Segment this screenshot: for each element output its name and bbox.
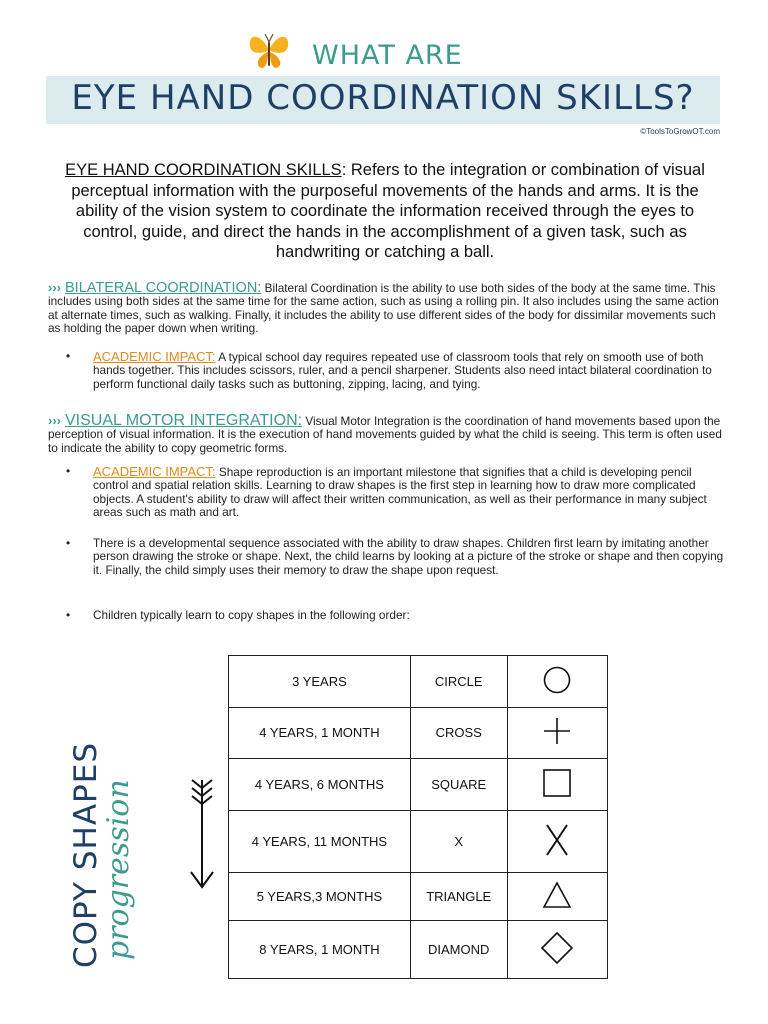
intro-paragraph (60, 160, 710, 263)
visual-motor-text: Visual Motor Integration is the coordination of hand movements based upon the perception of visual information. It is the execution of hand movements guided by what the child is seeing. This term is often used to indicate the ability to copy geometric forms. (48, 414, 722, 455)
circle-icon (542, 665, 572, 695)
table-row (229, 810, 608, 872)
order-text: Children typically learn to copy shapes in the following order: (93, 608, 410, 622)
bullet-icon: • (66, 608, 71, 622)
impact-text: Shape reproduction is an important milestone that signifies that a child is developing pencil control and spatial relation skills. Learning to draw shapes is the first step in learning how to draw more complicated objects. A student's ability to draw will affect their written communication, as well as their performance in many subject areas such as math and art. (93, 465, 707, 520)
arrow-down-icon (184, 776, 220, 892)
table-row (229, 872, 608, 921)
bilateral-heading: BILATERAL COORDINATION: (65, 280, 262, 296)
shape-cell: SQUARE (410, 759, 507, 811)
visual-motor-impact-bullet (66, 465, 730, 520)
what-are-heading: WHAT ARE (312, 40, 463, 71)
bilateral-impact-bullet (66, 350, 730, 391)
impact-label: ACADEMIC IMPACT: (93, 464, 216, 479)
order-bullet (66, 609, 730, 622)
page-title: EYE HAND COORDINATION SKILLS? (71, 78, 695, 118)
shape-cell: CROSS (410, 707, 507, 759)
diamond-icon (540, 931, 574, 965)
square-icon (542, 768, 572, 798)
impact-label: ACADEMIC IMPACT: (93, 349, 216, 364)
chevron-icon: ››› (48, 413, 61, 428)
copyright-text: ©ToolsToGrowOT.com (640, 127, 720, 136)
sequence-text: There is a developmental sequence associated with the ability to draw shapes. Children first learn by imitating another person drawing the stroke or shape. Next, the child learns by looking at a picture of the stroke or shape and then copying it. Finally, the child simply uses their memory to draw the shape upon request. (93, 536, 724, 577)
bullet-icon: • (66, 464, 71, 478)
age-cell: 4 YEARS, 11 MONTHS (229, 810, 411, 872)
age-cell: 5 YEARS,3 MONTHS (229, 872, 411, 921)
age-cell: 4 YEARS, 1 MONTH (229, 707, 411, 759)
age-cell: 4 YEARS, 6 MONTHS (229, 759, 411, 811)
chevron-icon: ››› (48, 280, 61, 295)
table-row (229, 759, 608, 811)
visual-motor-heading: VISUAL MOTOR INTEGRATION: (65, 412, 303, 429)
visual-motor-section (48, 414, 730, 455)
age-cell: 8 YEARS, 1 MONTH (229, 921, 411, 979)
shape-cell: CIRCLE (410, 656, 507, 708)
bilateral-text: Bilateral Coordination is the ability to use both sides of the body at the same time. This includes using both sides at the same time for the same action, such as using a rolling pin. It also includes using the same action at alternate times, such as walking. Finally, it includes the ability to use different sides of the body for dissimilar movements such as holding the paper down when writing. (48, 281, 719, 336)
table-row (229, 707, 608, 759)
bullet-icon: • (66, 536, 71, 550)
impact-text: A typical school day requires repeated use of classroom tools that rely on smooth use of both hands together. This includes scissors, ruler, and a pencil sharpener. Students also need intact bilateral coordination to perform functional daily tasks such as buttoning, zipping, lacing, and tying. (93, 350, 712, 391)
age-cell: 3 YEARS (229, 656, 411, 708)
copy-shapes-title (60, 720, 136, 970)
copy-shapes-script: progression (101, 779, 136, 960)
sequence-bullet (66, 537, 730, 577)
intro-text: : Refers to the integration or combination of visual perceptual information with the purposeful movements of the hands and arms. It is the ability of the vision system to coordinate the information received through the eyes to control, guide, and direct the hands in the accomplishment of a given task, such as handwriting or catching a ball. (71, 161, 705, 262)
bullet-icon: • (66, 349, 71, 363)
intro-term: EYE HAND COORDINATION SKILLS (65, 161, 342, 179)
bilateral-section (48, 281, 730, 336)
copy-shapes-main: COPY SHAPES (68, 741, 104, 968)
shape-cell: DIAMOND (410, 921, 507, 979)
shapes-table (228, 655, 608, 979)
triangle-icon (542, 881, 572, 909)
x-icon (544, 823, 570, 857)
cross-icon (542, 716, 572, 746)
table-row (229, 656, 608, 708)
table-row (229, 921, 608, 979)
shape-cell: TRIANGLE (410, 872, 507, 921)
butterfly-icon (246, 28, 292, 72)
shape-cell: X (410, 810, 507, 872)
